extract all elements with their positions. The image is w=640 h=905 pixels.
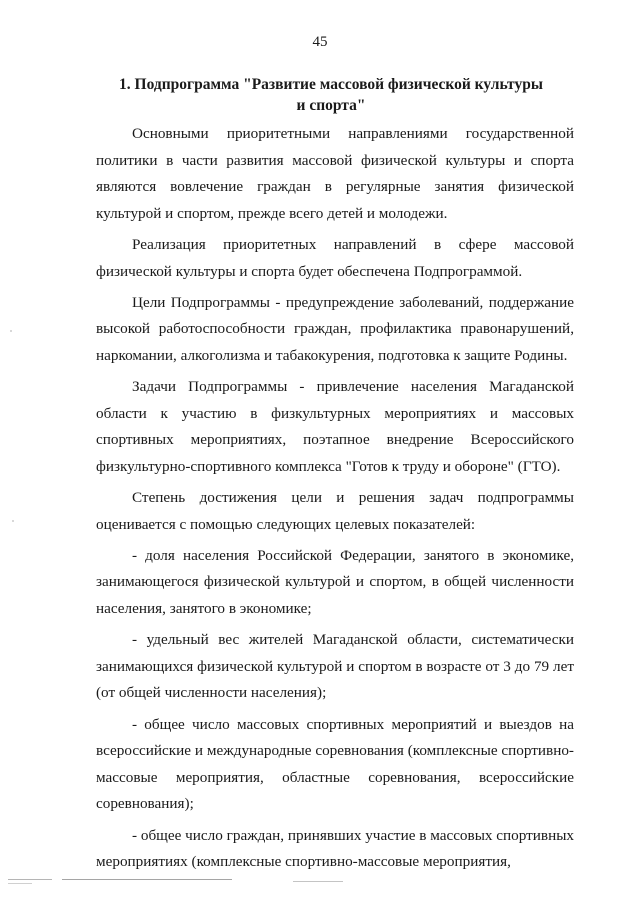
scan-artifact-lines [8, 879, 348, 889]
list-item-indicator-3: - общее число массовых спортивных мероприятий и выездов на всероссийские и международные соревнования (комплексные спортивно-массовые мероприятия, областные соревнования, всероссийские соревнования); [96, 715, 574, 813]
list-item-indicator-4: - общее число граждан, принявших участие в массовых спортивных мероприятиях (комплексные спортивно-массовые мероприятия, [96, 826, 575, 871]
section-heading [96, 74, 566, 116]
section-heading-line-2: и спорта" [296, 97, 366, 114]
body-text [96, 121, 574, 880]
scan-artifact-line [8, 879, 52, 880]
scan-artifact-line [62, 879, 232, 880]
scan-artifact-line [293, 881, 343, 882]
list-item-indicator-1: - доля населения Российской Федерации, занятого в экономике, занимающегося физической культурой и спортом, в общей численности населения, занятого в экономике; [96, 546, 574, 618]
scan-speck [12, 520, 14, 522]
page-number: 45 [312, 34, 328, 50]
paragraph-indicators-intro: Степень достижения цели и решения задач подпрограммы оценивается с помощью следующих целевых показателей: [96, 489, 574, 533]
list-item-indicator-2: - удельный вес жителей Магаданской области, систематически занимающихся физической культурой и спортом в возрасте от 3 до 79 лет (от общей численности населения); [96, 631, 574, 702]
paragraph-tasks: Задачи Подпрограммы - привлечение населения Магаданской области к участию в физкультурных мероприятиях и массовых спортивных мероприятиях, поэтапное внедрение Всероссийского физкультурно-спортивного комплекса "Готов к труду и обороне" (ГТО). [96, 378, 574, 475]
scan-artifact-line [8, 883, 32, 884]
paragraph-implementation: Реализация приоритетных направлений в сфере массовой физической культуры и спорта будет обеспечена Подпрограммой. [96, 235, 574, 280]
scan-speck [10, 330, 12, 332]
paragraph-goals: Цели Подпрограммы - предупреждение заболеваний, поддержание высокой работоспособности граждан, профилактика правонарушений, наркомании, алкоголизма и табакокурения, подготовка к защите Родины. [96, 293, 574, 364]
section-heading-line-1: 1. Подпрограмма "Развитие массовой физической культуры [119, 76, 543, 93]
paragraph-priorities: Основными приоритетными направлениями государственной политики в части развития массовой физической культуры и спорта являются вовлечение граждан в регулярные занятия физической культурой и спортом, прежде всего детей и молодежи. [96, 125, 574, 222]
